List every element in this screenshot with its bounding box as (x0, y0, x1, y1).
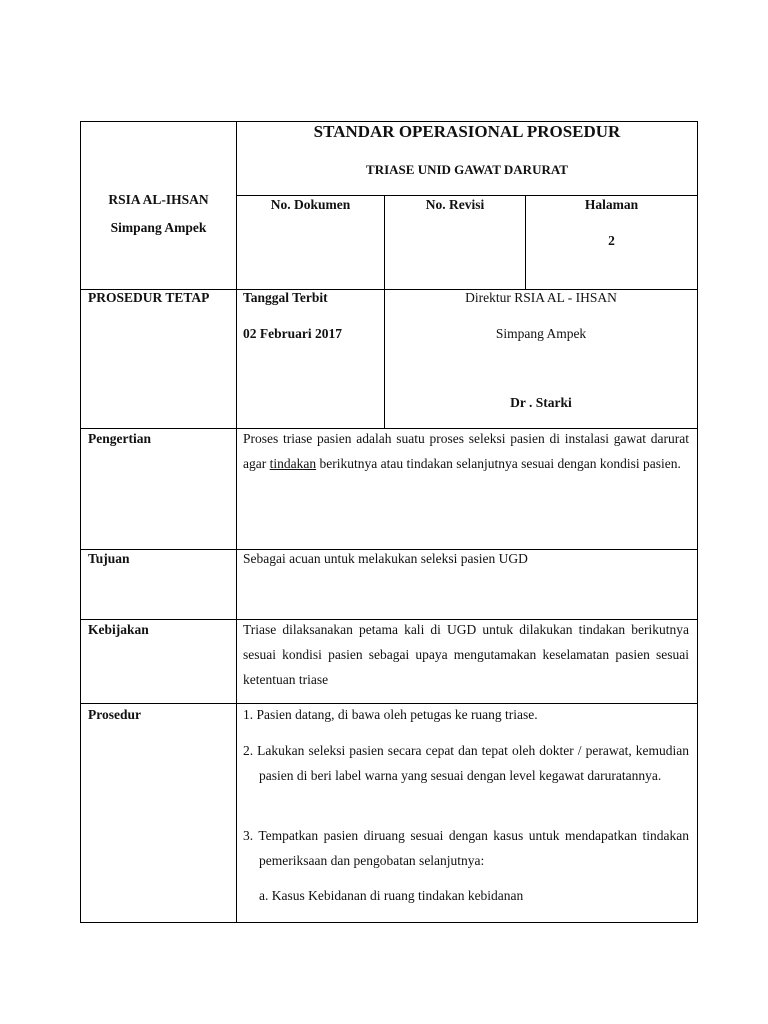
pengertian-text-part2: berikutnya atau tindakan selanjutnya sesuai dengan kondisi pasien. (316, 456, 681, 471)
protap-label: PROSEDUR TETAP (88, 290, 210, 305)
revision-number-label: No. Revisi (425, 197, 485, 212)
director-name: Dr . Starki (510, 395, 572, 410)
table-border-bottom (80, 922, 698, 923)
institution-location: Simpang Ampek (110, 220, 207, 235)
page-number: 2 (608, 233, 615, 248)
table-border-right (697, 121, 698, 923)
kebijakan-label: Kebijakan (88, 622, 149, 637)
director-location: Simpang Ampek (495, 326, 587, 341)
column-divider (236, 121, 237, 923)
document-title: STANDAR OPERASIONAL PROSEDUR (313, 122, 621, 141)
issue-date-label: Tanggal Terbit (243, 290, 328, 305)
table-border-left (80, 121, 81, 923)
director-title: Direktur RSIA AL - IHSAN (465, 290, 617, 305)
prosedur-step-3: 3. Tempatkan pasien diruang sesuai dengan kasus untuk mendapatkan tindakan pemeriksaan dan pengobatan selanjutnya: (243, 828, 689, 868)
prosedur-substep-a: a. Kasus Kebidanan di ruang tindakan kebidanan (259, 888, 524, 903)
kebijakan-text: Triase dilaksanakan petama kali di UGD untuk dilakukan tindakan berikutnya sesuai kondisi pasien sebagai upaya mengutamakan keselamatan pasien sesuai ketentuan triase (243, 622, 689, 687)
pengertian-text-part1: Proses triase pasien adalah suatu proses seleksi pasien di instalasi gawat darurat agar (243, 431, 689, 471)
issue-date-value: 02 Februari 2017 (243, 326, 342, 341)
tujuan-text: Sebagai acuan untuk melakukan seleksi pasien UGD (243, 551, 528, 566)
tujuan-label: Tujuan (88, 551, 130, 566)
institution-name: RSIA AL-IHSAN (108, 192, 209, 207)
pengertian-label: Pengertian (88, 431, 151, 446)
document-subtitle: TRIASE UNID GAWAT DARURAT (366, 162, 568, 177)
prosedur-step-1: 1. Pasien datang, di bawa oleh petugas ke ruang triase. (243, 707, 538, 722)
prosedur-step-2: 2. Lakukan seleksi pasien secara cepat dan tepat oleh dokter / perawat, kemudian pasien di beri label warna yang sesuai dengan level kegawat daruratannya. (243, 743, 689, 783)
page-label: Halaman (584, 197, 639, 212)
doc-number-label: No. Dokumen (270, 197, 351, 212)
pengertian-underlined-word: tindakan (269, 456, 317, 471)
prosedur-label: Prosedur (88, 707, 141, 722)
pengertian-text (243, 426, 689, 476)
